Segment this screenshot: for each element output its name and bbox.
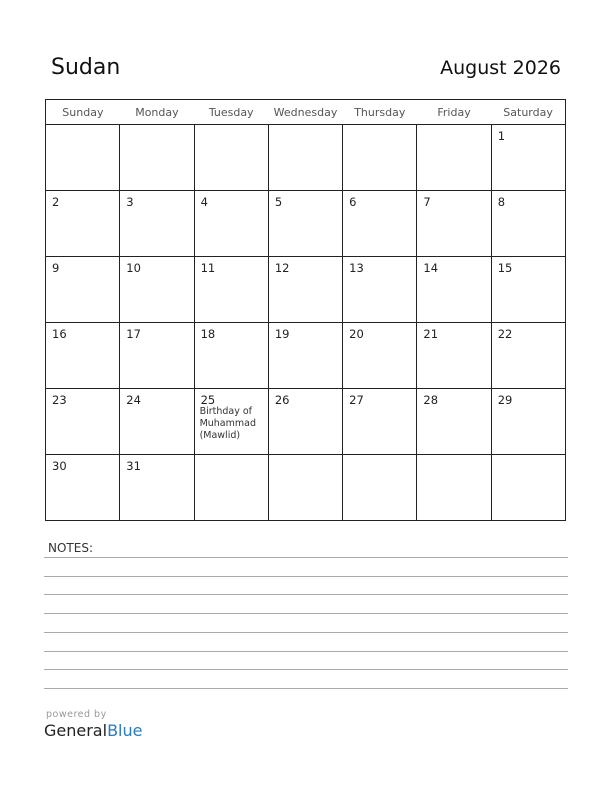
day-cell [417,125,491,191]
day-number: 17 [126,327,141,341]
day-number: 27 [349,393,364,407]
day-number: 23 [52,393,67,407]
day-cell [268,191,342,257]
day-cell [343,455,417,521]
week-row [46,125,566,191]
day-number: 5 [274,195,283,209]
day-cell [491,389,565,455]
note-line [44,594,568,595]
day-number: 20 [349,327,364,341]
week-row [46,455,566,521]
note-line [44,632,568,633]
day-cell [120,191,194,257]
day-number: 6 [349,195,357,209]
day-number: 14 [423,261,439,275]
day-number: 25 [200,393,216,407]
day-number: 15 [497,261,513,275]
day-number: 31 [126,459,141,473]
calendar-grid [45,99,566,521]
day-cell [194,323,268,389]
month-title: August 2026 [440,57,561,79]
day-cell [194,455,268,521]
day-cell [194,125,268,191]
note-line [44,688,568,689]
day-cell [491,125,565,191]
day-number: 10 [126,261,141,275]
day-cell [417,257,491,323]
note-line [44,576,568,577]
day-number: 7 [423,195,431,209]
day-cell [194,191,268,257]
day-cell [46,257,120,323]
brand-part-general: General [44,721,108,740]
day-cell [417,191,491,257]
day-cell [417,455,491,521]
day-cell [120,257,194,323]
day-number: 12 [274,261,290,275]
week-row [46,323,566,389]
day-cell [120,125,194,191]
day-number: 18 [200,327,216,341]
brand-part-blue: Blue [107,721,143,740]
day-number: 9 [52,261,60,275]
day-cell [120,323,194,389]
day-number: 4 [200,195,208,209]
day-cell [194,389,268,455]
day-cell [46,191,120,257]
day-number: 26 [274,393,290,407]
day-number: 19 [274,327,290,341]
day-number: 28 [423,393,439,407]
day-cell [343,257,417,323]
day-number: 30 [52,459,67,473]
day-cell [343,389,417,455]
note-line [44,613,568,614]
day-cell [194,257,268,323]
weekday-tuesday: Tuesday [194,100,268,125]
day-cell [343,125,417,191]
holiday-label: Birthday of Muhammad (Mawlid) [199,406,256,441]
day-number: 1 [497,129,506,143]
day-cell [46,455,120,521]
day-cell [46,389,120,455]
day-cell [46,323,120,389]
day-number: 13 [349,261,364,275]
day-cell [417,323,491,389]
weekday-saturday: Saturday [491,100,565,125]
day-cell [491,323,565,389]
day-number: 8 [497,195,506,209]
note-line [44,669,568,670]
day-cell [343,323,417,389]
day-cell [268,389,342,455]
day-cell [491,257,565,323]
day-number: 22 [497,327,513,341]
day-number: 3 [126,195,134,209]
weekday-sunday: Sunday [46,100,120,125]
day-cell [268,323,342,389]
day-number: 16 [52,327,67,341]
day-cell [491,191,565,257]
day-number: 29 [497,393,513,407]
day-cell [268,257,342,323]
week-row [46,257,566,323]
day-cell [46,125,120,191]
weekday-monday: Monday [120,100,194,125]
day-number: 21 [423,327,439,341]
powered-by-text: powered by [46,709,107,720]
day-cell [120,389,194,455]
day-cell [343,191,417,257]
day-number: 24 [126,393,141,407]
day-cell [120,455,194,521]
day-cell [268,125,342,191]
day-cell [268,455,342,521]
weekday-friday: Friday [417,100,491,125]
brand-logo [44,721,142,740]
weekday-thursday: Thursday [343,100,417,125]
note-line [44,557,568,558]
week-row [46,191,566,257]
day-cell [491,455,565,521]
country-title: Sudan [51,55,121,80]
day-number: 2 [52,195,60,209]
week-row [46,389,566,455]
note-line [44,651,568,652]
weekday-header-row [46,100,566,125]
day-number: 11 [200,261,216,275]
notes-label: NOTES: [48,541,93,555]
weekday-wednesday: Wednesday [268,100,342,125]
day-cell [417,389,491,455]
